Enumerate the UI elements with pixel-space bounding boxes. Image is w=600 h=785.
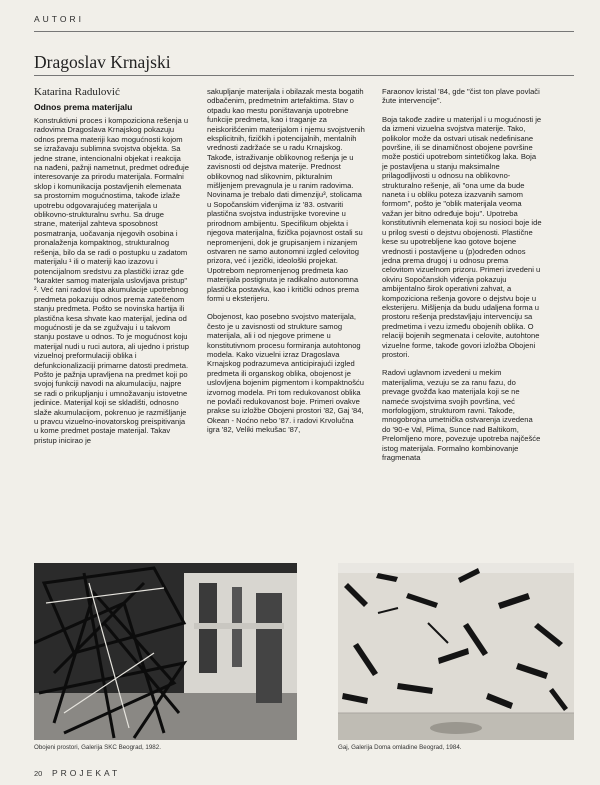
article-title: Dragoslav Krnajski — [34, 52, 171, 72]
article-subtitle: Odnos prema materijalu — [34, 102, 133, 112]
paragraph: sakupljanje materijala i obilazak mesta bogatih odbačenim, predmetnim artefaktima. Stav o otpadu kao mestu poništavanja upotrebne funkcije predmeta, kao i traganje za neiskorišćenim materijalom i njemu svojstvenih eksplicitnih, fizičkih i potencijalnih, mentalnih vrednosti zadržaće se u radu Krnajskog. Takođe, istraživanje oblikovnog rešenja je u zavisnosti od dejstva materije. Prednost oblikovnog nad slikovnim, pikturalnim mišljenjem prevagnula je u ranim radovima. Novinama je trebalo dati dimenziju³, stolicama u Sopočanskim viđenjima iz '83. ostvariti plastična svojstva industrijske tvorevine u prirodnom ambijentu. Specifikum objekta i njegova materijalna, fizička pojavnost ostali su nepromenjeni, dok je grupisanjem i nizanjem ostvaren ne samo autonomni izgled celovitog prizora, već i jezički, ideološki projekat. Upotrebom nepromenjenog predmeta kao materijala postignuta je radikalno autonomna plastička postavka, kao i kritički odnos prema formi u eksterijeru. — [207, 87, 365, 303]
text-column-2 — [207, 87, 365, 435]
section-label: AUTORI — [34, 14, 84, 24]
text-column-1 — [34, 116, 189, 445]
paragraph: Radovi uglavnom izvedeni u mekim materijalima, vezuju se za ranu fazu, do prevage gvožđa kao materijala koji se ne nameće svojstvima svojih površina, već morfologijom, strukturom ravni. Takođe, mnogobrojna umetnička ostvarenja izvedena do '90-e Val, Plima, Sunce nad Baltikom, Prelomljeno more, povezuje upotreba najčešće istog materijala. Formalno kombinovanje fragmenata — [382, 368, 541, 463]
paragraph: Konstruktivni proces i kompoziciona rešenja u radovima Dragoslava Krnajskog pokazuju odnos prema materiji kao mogućnosti kojom se izražavaju sublimna svojstva objekta. Sa jedne strane, intencionalni objekat i reakcija na nađeni, pažnji nametnut, predmet određuje interesovanje za prirodu materijala. Formalni sklop i komunikacija postavljenih elemenata sa prostornim mogućnostima, takođe izlaže upotrebu odgovarajućeg materijala u oblikovno-strukturalnu svrhu. Sa druge strane, materijal zahteva sposobnost posmatranja, uočavanja njegovih osobina i pronalaženja kompaktnog, strukturalnog rešenja, bilo da se radi o postupku u zadatom materijalu ¹ ili o materiji kao izazovu i potencijalnom sredstvu za plastički izraz gde "karakter samog materijala uslovljava pristup" ². Već rani radovi tipa akumulacije upotrebnog predmeta pokazuju odnos prema zatečenom stanju predmeta. Pošto se novinska hartija ili plastična kesa shvate kao materijal, jedina od mogućnosti je da se zgužvaju i u takvom stanju postave u odnos. To je mogućnost koju materijal nudi u ruci autora, ali ujedno i pristup vizuelnoj preformulaciji oblika i defunkcionalizaciji primarne datosti predmeta. Pošto je pažnja upravljena na predmet koji po svojoj funkciji navodi na akumulaciju, najpre se radi o prikupljanju i umnožavanju istovetne jedinice. Materijal koji se skladišti, odnosno slaže akumulacijom, pokrenuo je razmišljanje u pravcu vizuelno-inovatorskog preispitivanja u kome predmet postaje materijal. Takav pristup iniciraо je — [34, 116, 189, 445]
paragraph: Obojenost, kao posebno svojstvo materijala, često je u zavisnosti od strukture samog materijala, ali i od njegove primene u konstitutivnom procesu formiranja autohtonog modela. Kako vizuelni izraz Dragoslava Krnajskog podrazumeva anticipirajući izgled predmeta ili organskog oblika, obojenost je uslovljena bojenim pigmentom i kompaktnošću izvornog modela. Pri tom redukovanost oblika ne povlači redukovanost boje. Primeri ovakve prakse su izložbe Obojeni prostori '82, Gaj '84, Okean - Noćno nebo '87. i radovi Krvolučna igra '82, Veliki mekušac '87, — [207, 312, 365, 435]
installation-photo-1 — [34, 563, 297, 740]
paragraph: Boja takođe zadire u materijal i u mogućnosti je da izmeni vizuelna svojstva materije. Tako, polikolor može da ostvari utisak nedefinisane površine, ili se dinamičnost obojene površine može postići upotrebom sintetičkog laka. Boja je postavljena u stanju maksimalne prilagodljivosti u odnosu na oblikovno-strukturalno rešenje, ali "ona ume da bude naneta i u obliku poteza izazvanih samom formom", pošto je "oblik materijala veoma važan jer bitno određuje boju". Upotreba konstitutivnih elemenata koji su nosioci boje ide u prilog svesti o dejstvu obojenosti. Plastične kese su upotrebljene kao gotove bojene vrednosti i postavljene u (p)određen odnos jedna prema drugoj i u odnosu prema celovitom vizuelnom prizoru. Primeri izvedeni u okviru Sopočanskih viđenja pokazuju ambijentalno širok operativni zahvat, a kompoziciona rešenja govore o dejstvu boje u eksterijeru. Mišljenja da budu udaljena forma u prostoru rešenja predstavljaju intervenciju sa predmetima i vezu između obojenih oblika. O relaciji bojenih segmenata i celovite, autohtone vizuelne forme, takođe govori izložba Obojeni prostori. — [382, 114, 542, 359]
photo-caption-2: Gaj, Galerija Doma omladine Beograd, 1984. — [338, 744, 462, 751]
title-rule — [34, 75, 574, 76]
page-number: 20 — [34, 769, 43, 778]
photo-caption-1: Obojeni prostori, Galerija SKC Beograd, 1982. — [34, 744, 161, 751]
header-rule — [34, 31, 574, 32]
installation-photo-2 — [338, 563, 574, 740]
article-author: Katarina Radulović — [34, 86, 120, 98]
paragraph: Faraonov kristal '84, gde "čist ton plave povlači žute intervencije". — [382, 87, 540, 106]
magazine-name: PROJEKAT — [52, 768, 121, 778]
text-column-3 — [382, 87, 542, 462]
